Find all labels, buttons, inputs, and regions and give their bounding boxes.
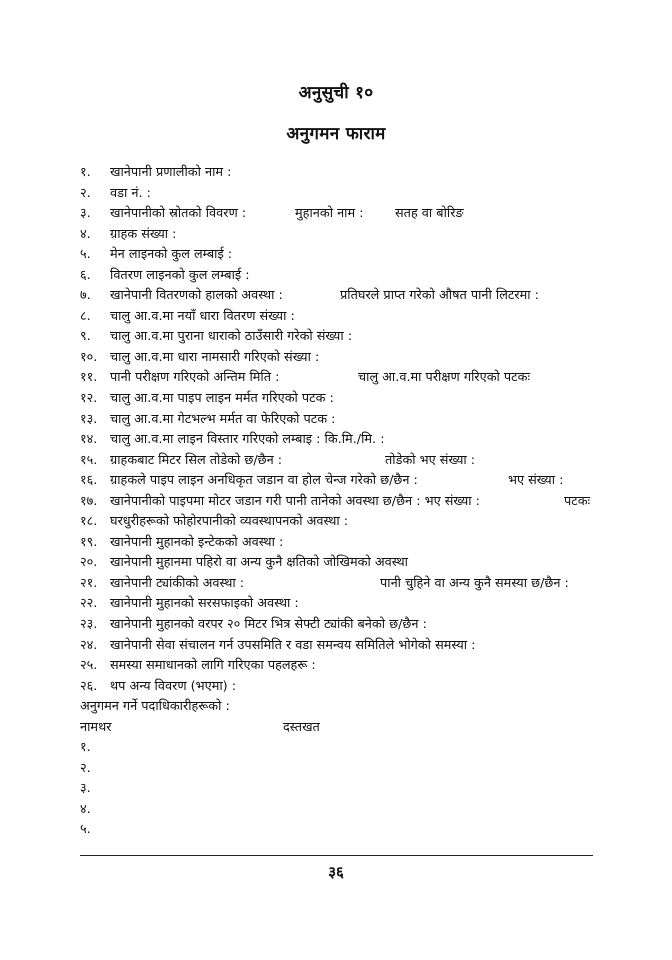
item-number: २०. bbox=[80, 555, 98, 571]
item-number: १५. bbox=[80, 452, 98, 468]
item-number: १३. bbox=[80, 411, 98, 427]
item-sub-field: मुहानको नाम : bbox=[295, 206, 364, 222]
form-item bbox=[80, 348, 660, 369]
form-item bbox=[80, 636, 660, 657]
item-number: २२. bbox=[80, 596, 98, 612]
form-item bbox=[80, 184, 660, 205]
form-item bbox=[80, 389, 660, 410]
item-number: ७. bbox=[80, 288, 91, 304]
item-label: चालु आ.व.मा पाइप लाइन मर्मत गरिएको पटक : bbox=[110, 391, 334, 407]
signatory-number: २. bbox=[80, 760, 91, 776]
signatory-number: ४. bbox=[80, 801, 91, 817]
form-item bbox=[80, 615, 660, 636]
item-number: १८. bbox=[80, 514, 98, 530]
form-item bbox=[80, 512, 660, 533]
item-sub-field: सतह वा बोरिङ bbox=[395, 206, 464, 222]
item-sub-field: प्रतिघरले प्राप्त गरेको औषत पानी लिटरमा : bbox=[340, 288, 539, 304]
footer-divider bbox=[80, 855, 593, 856]
item-label: चालु आ.व.मा पुराना धाराको ठाउँसारी गरेको संख्या : bbox=[110, 329, 353, 345]
item-number: १. bbox=[80, 165, 91, 180]
signatory-section bbox=[80, 697, 640, 841]
item-label: खानेपानी मुहानमा पहिरो वा अन्य कुनै क्षतिको जोखिमको अवस्था bbox=[110, 555, 408, 571]
item-label: थप अन्य विवरण (भएमा) : bbox=[110, 678, 237, 694]
page-title: अनुसुची १० bbox=[298, 83, 374, 103]
item-sub-field: पटकः bbox=[564, 493, 591, 509]
item-number: १४. bbox=[80, 432, 98, 448]
item-label: चालु आ.व.मा नयाँ धारा वितरण संख्या : bbox=[110, 308, 295, 324]
item-number: १०. bbox=[80, 349, 98, 365]
item-label: खानेपानी मुहानको सरसफाइको अवस्था : bbox=[110, 596, 299, 612]
form-item bbox=[80, 430, 660, 451]
item-number: ४. bbox=[80, 226, 91, 242]
item-number: ६. bbox=[80, 267, 91, 283]
item-label: ग्राहकबाट मिटर सिल तोडेको छ/छैन : bbox=[110, 452, 283, 468]
form-item bbox=[80, 656, 660, 677]
form-item bbox=[80, 225, 660, 246]
form-item bbox=[80, 451, 660, 472]
item-sub-field: पानी चुहिने वा अन्य कुनै समस्या छ/छैन : bbox=[380, 575, 569, 591]
item-label: खानेपानी मुहानको इन्टेकको अवस्था : bbox=[110, 534, 284, 550]
item-label: चालु आ.व.मा गेटभल्भ मर्मत वा फेरिएको पटक : bbox=[110, 411, 336, 427]
item-number: ३. bbox=[80, 206, 91, 222]
item-number: ८. bbox=[80, 308, 91, 324]
item-sub-field: तोडेको भए संख्या : bbox=[385, 452, 476, 468]
page-number: ३६ bbox=[328, 863, 344, 881]
item-number: २४. bbox=[80, 637, 98, 653]
item-sub-field: भए संख्या : bbox=[508, 473, 564, 489]
item-number: १९. bbox=[80, 534, 98, 550]
item-label: खानेपानी प्रणालीको नाम : bbox=[110, 165, 232, 180]
item-number: २. bbox=[80, 185, 91, 201]
signatory-number: १. bbox=[80, 740, 91, 755]
item-label: घरधुरीहरूको फोहोरपानीको व्यवस्थापनको अवस्था : bbox=[110, 514, 349, 530]
item-label: चालु आ.व.मा लाइन विस्तार गरिएको लम्बाइ : कि.मि./मि. : bbox=[110, 432, 385, 448]
form-item bbox=[80, 533, 660, 554]
item-label: ग्राहकले पाइप लाइन अनधिकृत जडान वा होल चेन्ज गरेको छ/छैन : bbox=[110, 473, 418, 489]
item-number: २३. bbox=[80, 617, 98, 633]
signatory-header-row bbox=[80, 718, 640, 739]
item-number: २१. bbox=[80, 575, 98, 591]
form-item bbox=[80, 286, 660, 307]
item-label: वडा नं. : bbox=[110, 185, 151, 201]
form-item bbox=[80, 307, 660, 328]
item-label: ग्राहक संख्या : bbox=[110, 226, 177, 242]
item-number: १७. bbox=[80, 493, 98, 509]
form-item bbox=[80, 492, 660, 513]
form-item bbox=[80, 204, 660, 225]
form-item bbox=[80, 574, 660, 595]
form-title: अनुगमन फाराम bbox=[286, 124, 386, 144]
item-number: ११. bbox=[80, 370, 98, 386]
item-number: २५. bbox=[80, 658, 98, 674]
form-item bbox=[80, 368, 660, 389]
signatory-number: ५. bbox=[80, 822, 91, 837]
form-items-list bbox=[80, 163, 660, 697]
item-label: वितरण लाइनको कुल लम्बाई : bbox=[110, 267, 250, 283]
item-label: मेन लाइनको कुल लम्बाई : bbox=[110, 247, 233, 263]
signature-column-header: दस्तखत bbox=[283, 719, 320, 735]
form-item bbox=[80, 677, 660, 698]
item-label: खानेपानी मुहानको वरपर २० मिटर भित्र सेफ्टी ट्यांकी बनेको छ/छैन : bbox=[110, 617, 427, 633]
item-label: पानी परीक्षण गरिएको अन्तिम मिति : bbox=[110, 370, 280, 386]
item-label: खानेपानी सेवा संचालन गर्न उपसमिति र वडा समन्वय समितिले भोगेको समस्या : bbox=[110, 637, 476, 653]
officials-label: अनुगमन गर्ने पदाधिकारीहरूको : bbox=[80, 699, 230, 714]
item-label: चालु आ.व.मा धारा नामसारी गरिएको संख्या : bbox=[110, 349, 320, 365]
item-number: ९. bbox=[80, 329, 91, 345]
name-column-header: नामथर bbox=[80, 719, 112, 735]
item-number: १२. bbox=[80, 391, 98, 407]
form-item bbox=[80, 410, 660, 431]
signatory-number: ३. bbox=[80, 781, 91, 796]
item-label: खानेपानीको स्रोतको विवरण : bbox=[110, 206, 247, 222]
form-item bbox=[80, 327, 660, 348]
signatory-list bbox=[80, 738, 640, 841]
form-item bbox=[80, 163, 660, 184]
item-label: समस्या समाधानको लागि गरिएका पहलहरू : bbox=[110, 658, 316, 674]
item-label: खानेपानी वितरणको हालको अवस्था : bbox=[110, 288, 283, 304]
form-item bbox=[80, 594, 660, 615]
form-item bbox=[80, 471, 660, 492]
item-number: १६. bbox=[80, 473, 98, 489]
item-sub-field: चालु आ.व.मा परीक्षण गरिएको पटकः bbox=[358, 370, 531, 386]
item-number: ५. bbox=[80, 247, 91, 263]
form-item bbox=[80, 553, 660, 574]
form-item bbox=[80, 266, 660, 287]
form-item bbox=[80, 245, 660, 266]
item-label: खानेपानीको पाइपमा मोटर जडान गरी पानी तानेको अवस्था छ/छैन : भए संख्या : bbox=[110, 493, 480, 509]
item-number: २६. bbox=[80, 678, 98, 694]
item-label: खानेपानी ट्यांकीको अवस्था : bbox=[110, 575, 245, 591]
